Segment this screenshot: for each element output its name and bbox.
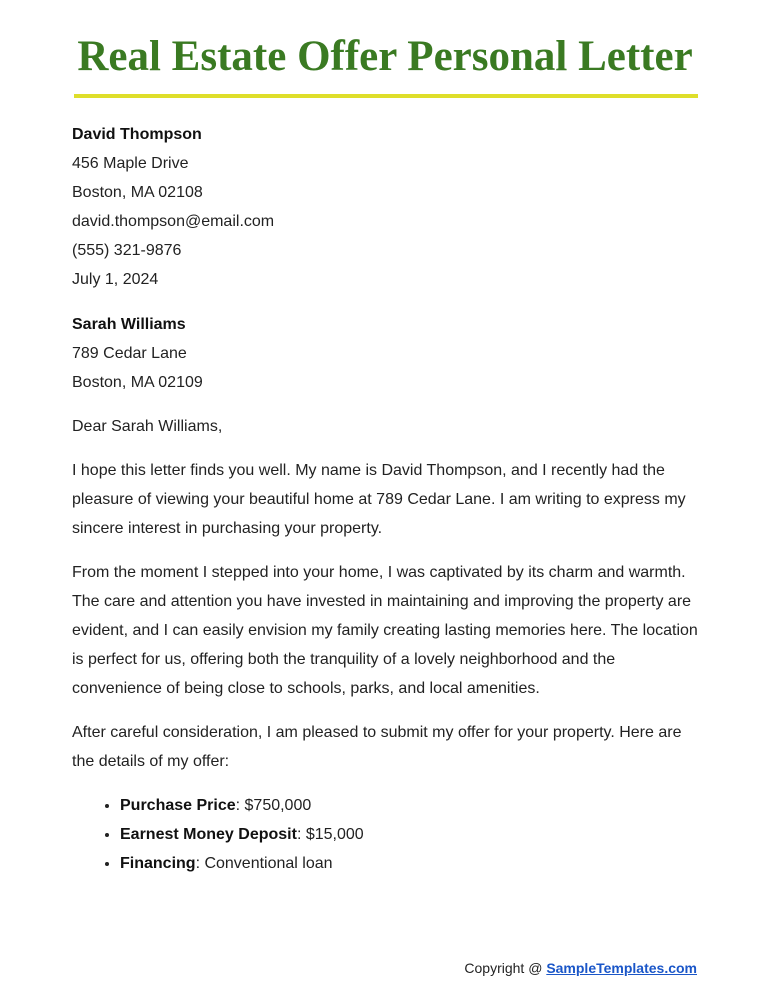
sender-city: Boston, MA 02108 (72, 184, 203, 201)
offer-label: Purchase Price (120, 797, 236, 814)
sender-email: david.thompson@email.com (72, 213, 275, 230)
page-title: Real Estate Offer Personal Letter (77, 33, 693, 80)
sampletemplates-link[interactable]: SampleTemplates.com (546, 960, 697, 976)
list-item (120, 849, 698, 878)
copyright-text: Copyright @ (464, 960, 547, 976)
list-item (120, 791, 698, 820)
offer-value: : $15,000 (296, 826, 364, 843)
paragraph: After careful consideration, I am pleased to submit my offer for your property. Here are the details of my offer: (72, 724, 682, 770)
sender-phone: (555) 321-9876 (72, 242, 182, 259)
sender-block (72, 120, 698, 294)
paragraph: From the moment I stepped into your home, I was captivated by its charm and warmth. The care and attention you have invested in maintaining and improving the property are evident, and I can easily envision my family creating lasting memories here. The location is perfect for us, offering both the tranquility of a lovely neighborhood and the convenience of being close to schools, parks, and local amenities. (72, 564, 698, 697)
offer-details-list (72, 791, 698, 878)
title-divider (74, 94, 698, 98)
recipient-city: Boston, MA 02109 (72, 374, 203, 391)
offer-value: : $750,000 (235, 797, 312, 814)
sender-address: 456 Maple Drive (72, 155, 189, 172)
salutation: Dear Sarah Williams, (72, 418, 223, 435)
list-item (120, 820, 698, 849)
offer-label: Earnest Money Deposit (120, 826, 297, 843)
footer (464, 960, 697, 976)
letter-page (72, 0, 698, 878)
offer-value: : Conventional loan (195, 855, 333, 872)
recipient-block (72, 310, 698, 397)
offer-label: Financing (120, 855, 196, 872)
sender-name: David Thompson (72, 126, 202, 143)
recipient-name: Sarah Williams (72, 316, 186, 333)
paragraph: I hope this letter finds you well. My name is David Thompson, and I recently had the pleasure of viewing your beautiful home at 789 Cedar Lane. I am writing to express my sincere interest in purchasing your property. (72, 462, 686, 537)
recipient-address: 789 Cedar Lane (72, 345, 187, 362)
letter-date: July 1, 2024 (72, 271, 159, 288)
